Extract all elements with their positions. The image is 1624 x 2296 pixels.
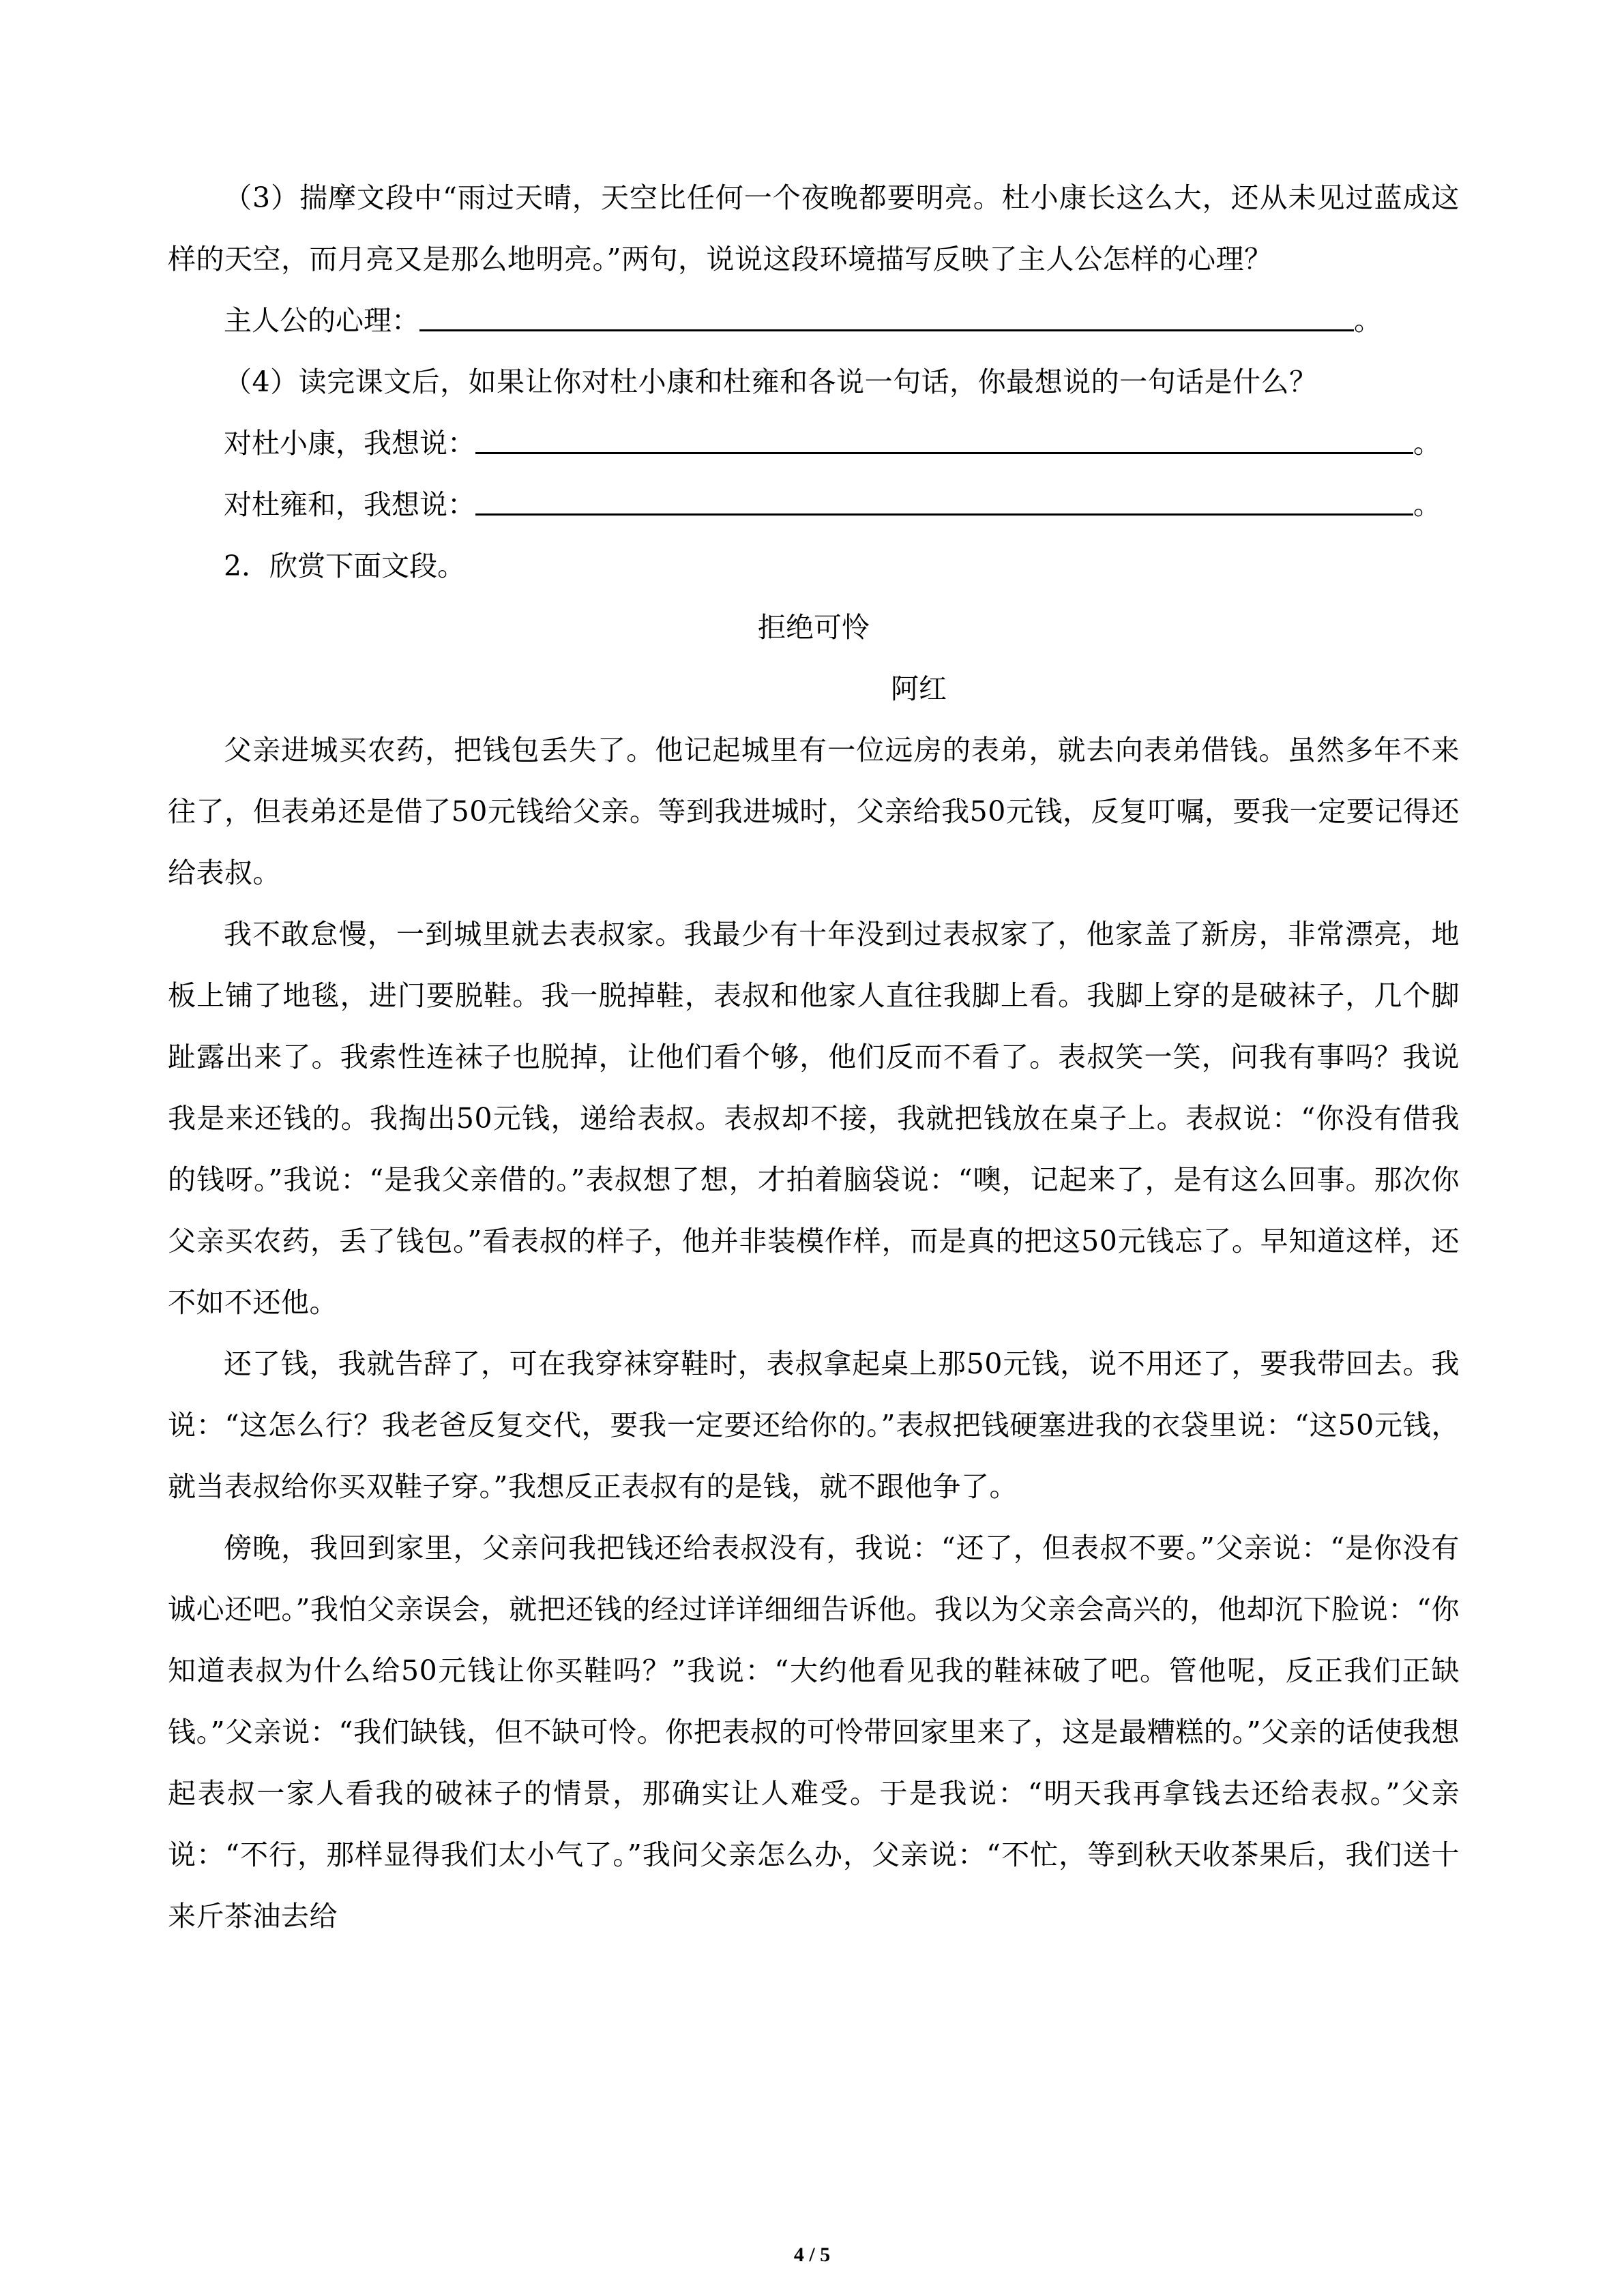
- answer-label: 主人公的心理：: [224, 304, 419, 337]
- answer-blank[interactable]: [475, 413, 1413, 454]
- question-4-answer-line-2: [168, 474, 1460, 535]
- answer-label: 对杜雍和，我想说：: [224, 488, 475, 521]
- question-4-answer-line-1: [168, 413, 1460, 474]
- section-2-heading: 2．欣赏下面文段。: [224, 550, 466, 582]
- article-title: 拒绝可怜: [758, 611, 870, 644]
- article-paragraph: 傍晚，我回到家里，父亲问我把钱还给表叔没有，我说：“还了，但表叔不要。”父亲说：“是你没有诚心还吧。”我怕父亲误会，就把还钱的经过详详细细告诉他。我以为父亲会高兴的，他却沉下脸说：“你知道表叔为什么给50元钱让你买鞋吗？”我说：“大约他看见我的鞋袜破了吧。管他呢，反正我们正缺钱。”父亲说：“我们缺钱，但不缺可怜。你把表叔的可怜带回家里来了，这是最糟糕的。”父亲的话使我想起表叔一家人看我的破袜子的情景，那确实让人难受。于是我说：“明天我再拿钱去还给表叔。”父亲说：“不行，那样显得我们太小气了。”我问父亲怎么办，父亲说：“不忙，等到秋天收茶果后，我们送十来斤茶油去给: [168, 1532, 1460, 1933]
- question-3-answer-line: [168, 290, 1460, 351]
- article-paragraph: 还了钱，我就告辞了，可在我穿袜穿鞋时，表叔拿起桌上那50元钱，说不用还了，要我带回去。我说：“这怎么行？我老爸反复交代，要我一定要还给你的。”表叔把钱硬塞进我的衣袋里说：“这50元钱，就当表叔给你买双鞋子穿。”我想反正表叔有的是钱，就不跟他争了。: [168, 1347, 1460, 1503]
- question-3-text: （3）揣摩文段中“雨过天晴，天空比任何一个夜晚都要明亮。杜小康长这么大，还从未见过蓝成这样的天空，而月亮又是那么地明亮。”两句，说说这段环境描写反映了主人公怎样的心理？: [168, 181, 1460, 275]
- end-mark: 。: [1413, 427, 1441, 460]
- question-4-text: （4）读完课文后，如果让你对杜小康和杜雍和各说一句话，你最想说的一句话是什么？: [224, 366, 1318, 398]
- end-mark: 。: [1354, 304, 1382, 337]
- answer-blank[interactable]: [419, 290, 1354, 331]
- end-mark: 。: [1413, 488, 1441, 521]
- answer-label: 对杜小康，我想说：: [224, 427, 475, 460]
- article-paragraph: 父亲进城买农药，把钱包丢失了。他记起城里有一位远房的表弟，就去向表弟借钱。虽然多年不来往了，但表弟还是借了50元钱给父亲。等到我进城时，父亲给我50元钱，反复叮嘱，要我一定要记得还给表叔。: [168, 734, 1460, 889]
- document-content: [168, 167, 1460, 1947]
- article-author: 阿红: [891, 672, 947, 705]
- page-number: 4 / 5: [793, 2243, 831, 2266]
- answer-blank[interactable]: [475, 474, 1413, 516]
- article-paragraph: 我不敢怠慢，一到城里就去表叔家。我最少有十年没到过表叔家了，他家盖了新房，非常漂亮，地板上铺了地毯，进门要脱鞋。我一脱掉鞋，表叔和他家人直往我脚上看。我脚上穿的是破袜子，几个脚趾露出来了。我索性连袜子也脱掉，让他们看个够，他们反而不看了。表叔笑一笑，问我有事吗？我说我是来还钱的。我掏出50元钱，递给表叔。表叔却不接，我就把钱放在桌子上。表叔说：“你没有借我的钱呀。”我说：“是我父亲借的。”表叔想了想，才拍着脑袋说：“噢，记起来了，是有这么回事。那次你父亲买农药，丢了钱包。”看表叔的样子，他并非装模作样，而是真的把这50元钱忘了。早知道这样，还不如不还他。: [168, 918, 1460, 1319]
